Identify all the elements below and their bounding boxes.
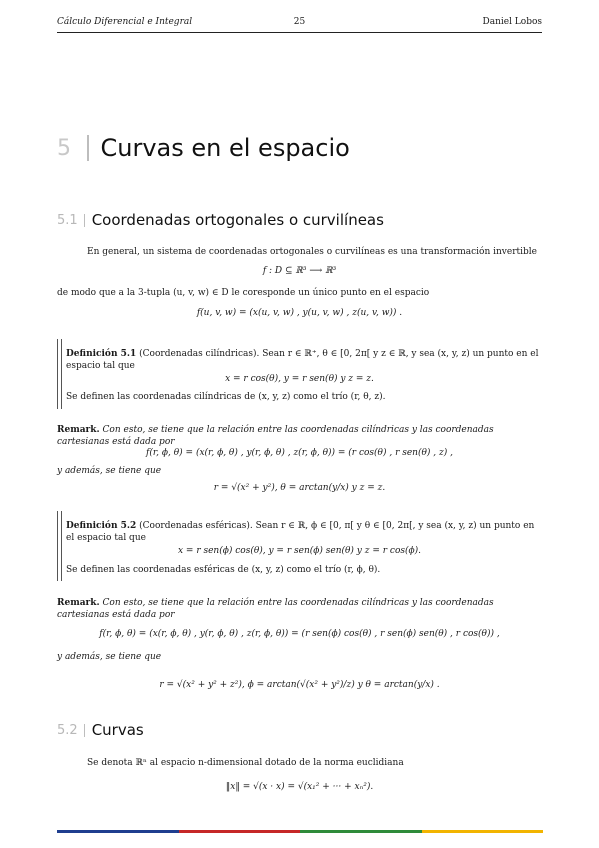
remark-paragraph-2 — [57, 597, 542, 621]
equation-map: f : D ⊆ ℝ³ ⟶ ℝ³ — [262, 266, 337, 276]
equation-sph-relation: f(r, ϕ, θ) = (x(r, ϕ, θ) , y(r, ϕ, θ) , z(r, ϕ, θ)) = (r sen(ϕ) cos(θ) , r sen(ϕ) sen(θ) , r cos(θ)) , — [99, 629, 500, 639]
definition-conclusion: Se definen las coordenadas esféricas de (x, y, z) como el trío (r, ϕ, θ). — [66, 565, 381, 575]
header-author: Daniel Lobos — [482, 17, 542, 27]
equation-cyl-inverse: r = √(x² + y²), θ = arctan(y/x) y z = z. — [213, 483, 386, 493]
footer-color-bar — [57, 830, 543, 833]
definition-label: Definición 5.2 — [66, 521, 137, 531]
equation-cyl-relation: f(r, ϕ, θ) = (x(r, ϕ, θ) , y(r, ϕ, θ) , z(r, ϕ, θ)) = (r cos(θ) , r sen(θ) , z) , — [146, 448, 453, 458]
paragraph-tuple: de modo que a la 3-tupla (u, v, w) ∈ D le coresponde un único punto en el espacio — [57, 288, 430, 298]
section-divider — [84, 724, 85, 737]
remark-label: Remark. — [57, 425, 100, 435]
remark-also: y además, se tiene que — [57, 466, 162, 476]
footer-color-segment — [422, 830, 544, 833]
remark-label: Remark. — [57, 598, 100, 608]
intro-paragraph: En general, un sistema de coordenadas ortogonales o curvilíneas es una transformación invertible — [87, 247, 537, 257]
header-rule — [57, 32, 542, 33]
section-number: 5.1 — [57, 212, 78, 228]
header-book-title: Cálculo Diferencial e Integral — [57, 17, 193, 27]
equation-f-uvw: f(u, v, w) = (x(u, v, w) , y(u, v, w) , z(u, v, w)) . — [196, 308, 403, 318]
remark-paragraph-1 — [57, 424, 542, 448]
section-divider — [84, 214, 85, 227]
footer-color-segment — [179, 830, 301, 833]
section-heading-5-2 — [57, 721, 144, 739]
remark-text: Con esto, se tiene que la relación entre las coordenadas cilíndricas y las coordenadas cartesianas está dada por — [57, 425, 494, 447]
section-title: Curvas — [91, 721, 144, 739]
definition-body: (Coordenadas cilíndricas). Sean r ∈ ℝ⁺, θ ∈ [0, 2π[ y z ∈ ℝ, y sea (x, y, z) un punto en el espacio tal que — [66, 349, 539, 371]
section-heading-5-1 — [57, 211, 384, 229]
equation-norm: ‖x‖ = √(x · x) = √(x₁² + ··· + xₙ²). — [225, 782, 374, 792]
equation-sph-inverse: r = √(x² + y² + z²), ϕ = arctan(√(x² + y²)/z) y θ = arctan(y/x) . — [159, 680, 440, 690]
footer-color-segment — [57, 830, 179, 833]
definition-body: (Coordenadas esféricas). Sean r ∈ ℝ, ϕ ∈ [0, π[ y θ ∈ [0, 2π[, y sea (x, y, z) un punto en el espacio tal que — [66, 521, 535, 543]
header-page-number: 25 — [293, 17, 306, 27]
definition-text — [66, 520, 542, 544]
footer-color-segment — [300, 830, 422, 833]
chapter-heading — [57, 133, 350, 163]
chapter-title: Curvas en el espacio — [100, 134, 350, 162]
running-header — [57, 17, 542, 33]
section-number: 5.2 — [57, 722, 78, 738]
chapter-divider — [87, 135, 89, 161]
equation-spherical: x = r sen(ϕ) cos(θ), y = r sen(ϕ) sen(θ) y z = r cos(ϕ). — [177, 546, 422, 556]
equation-cylindrical: x = r cos(θ), y = r sen(θ) y z = z. — [225, 374, 374, 384]
definition-label: Definición 5.1 — [66, 349, 137, 359]
chapter-number: 5 — [57, 135, 71, 161]
remark-text: Con esto, se tiene que la relación entre las coordenadas cilíndricas y las coordenadas cartesianas está dada por — [57, 598, 494, 620]
definition-text — [66, 348, 542, 372]
paragraph-rn: Se denota ℝⁿ al espacio n-dimensional dotado de la norma euclidiana — [87, 758, 404, 768]
remark-also: y además, se tiene que — [57, 652, 162, 662]
section-title: Coordenadas ortogonales o curvilíneas — [91, 211, 384, 229]
definition-conclusion: Se definen las coordenadas cilíndricas de (x, y, z) como el trío (r, θ, z). — [66, 392, 386, 402]
